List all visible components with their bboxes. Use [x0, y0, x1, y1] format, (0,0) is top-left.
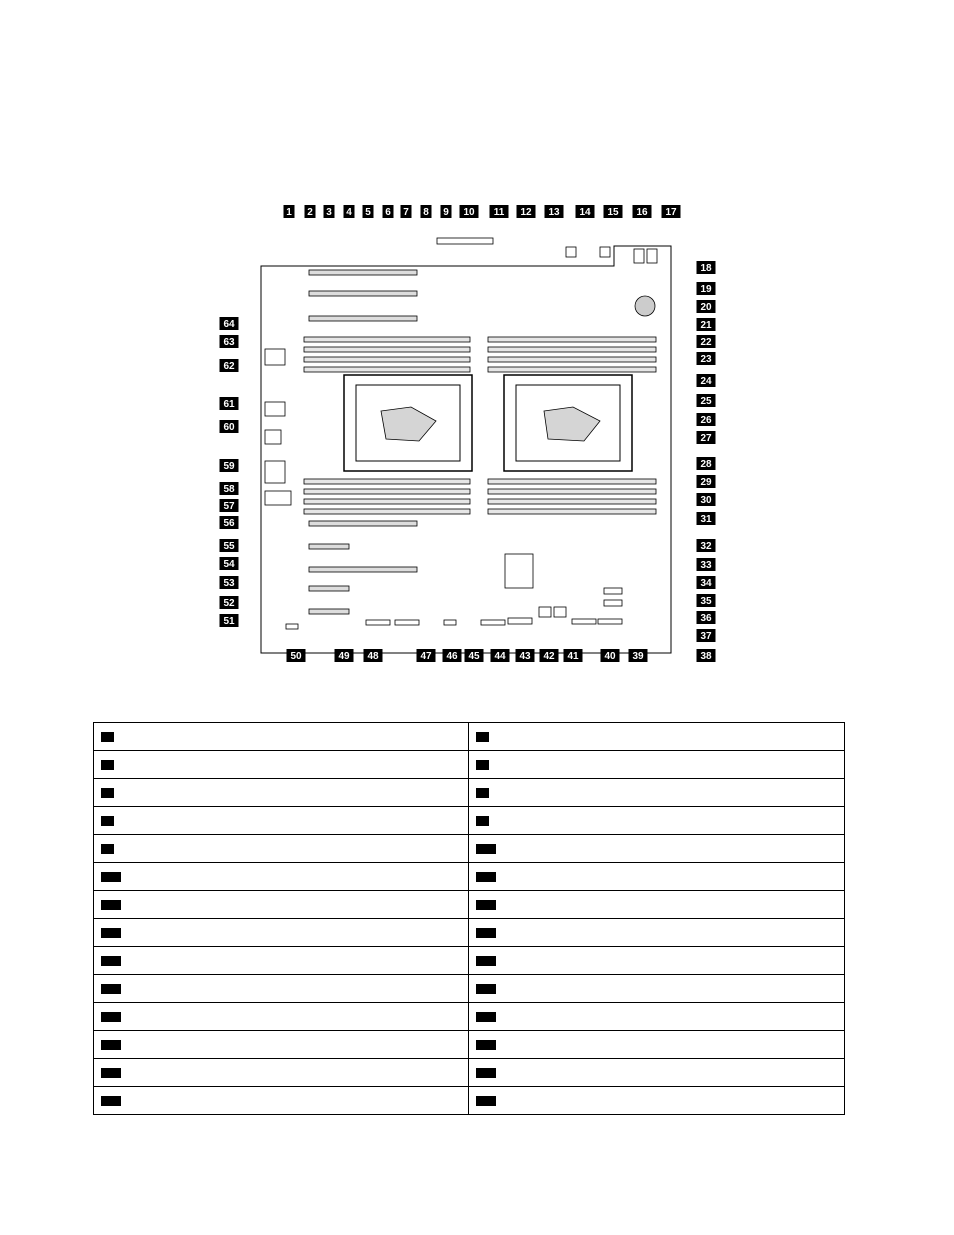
callout-50 — [287, 649, 306, 662]
callout-57 — [220, 499, 239, 512]
callout-1 — [284, 205, 295, 218]
callout-4 — [344, 205, 355, 218]
callout-16 — [633, 205, 652, 218]
callout-number: 11 — [493, 207, 505, 218]
legend-cell — [469, 1031, 845, 1059]
legend-cell — [469, 863, 845, 891]
callout-number: 21 — [700, 320, 712, 331]
callout-number: 32 — [700, 541, 712, 552]
legend-table — [93, 722, 845, 1115]
legend-number-badge: 2 — [476, 732, 489, 742]
top-connector — [600, 247, 610, 257]
callout-number: 33 — [700, 560, 712, 571]
callout-26 — [697, 413, 716, 426]
rear-io — [265, 349, 291, 505]
callout-62 — [220, 359, 239, 372]
callout-number: 1 — [286, 207, 292, 218]
callout-17 — [662, 205, 681, 218]
legend-number-badge: 10 — [476, 844, 496, 854]
callout-number: 36 — [700, 613, 712, 624]
callout-number: 38 — [700, 651, 712, 662]
callout-14 — [576, 205, 595, 218]
legend-cell — [469, 1059, 845, 1087]
legend-number-badge: 22 — [476, 1012, 496, 1022]
callout-number: 10 — [463, 207, 475, 218]
legend-row — [94, 779, 845, 807]
callout-number: 50 — [290, 651, 302, 662]
callout-9 — [441, 205, 452, 218]
callout-number: 22 — [700, 337, 712, 348]
legend-number-badge: 8 — [476, 816, 489, 826]
callout-12 — [517, 205, 536, 218]
top-connector — [566, 247, 576, 257]
callout-37 — [697, 629, 716, 642]
callout-number: 57 — [223, 501, 235, 512]
top-connector — [647, 249, 657, 263]
legend-row — [94, 835, 845, 863]
legend-cell — [469, 835, 845, 863]
dimm-bank-lower-left — [304, 479, 470, 514]
callout-41 — [564, 649, 583, 662]
callout-number: 62 — [223, 361, 235, 372]
legend-cell — [469, 751, 845, 779]
dimm-bank-lower-right — [488, 479, 656, 514]
callout-7 — [401, 205, 412, 218]
cmos-battery — [635, 296, 655, 316]
callout-30 — [697, 493, 716, 506]
callout-49 — [335, 649, 354, 662]
callout-2 — [305, 205, 316, 218]
callout-5 — [363, 205, 374, 218]
callout-number: 63 — [223, 337, 235, 348]
callout-36 — [697, 611, 716, 624]
legend-number-badge: 24 — [476, 1040, 496, 1050]
callout-61 — [220, 397, 239, 410]
callout-number: 16 — [636, 207, 648, 218]
callout-19 — [697, 282, 716, 295]
callout-31 — [697, 512, 716, 525]
legend-cell — [94, 723, 469, 751]
legend-row — [94, 891, 845, 919]
legend-cell — [94, 1031, 469, 1059]
legend-cell — [94, 919, 469, 947]
callout-number: 43 — [519, 651, 531, 662]
callout-23 — [697, 352, 716, 365]
callout-number: 9 — [443, 207, 449, 218]
callout-number: 27 — [700, 433, 712, 444]
callout-number: 13 — [548, 207, 560, 218]
callout-number: 48 — [367, 651, 379, 662]
callout-53 — [220, 576, 239, 589]
callout-number: 61 — [223, 399, 235, 410]
callout-number: 8 — [423, 207, 429, 218]
callout-layer — [220, 205, 716, 662]
legend-row — [94, 807, 845, 835]
callout-56 — [220, 516, 239, 529]
callout-40 — [601, 649, 620, 662]
callout-number: 45 — [468, 651, 480, 662]
callout-28 — [697, 457, 716, 470]
callout-13 — [545, 205, 564, 218]
legend-row — [94, 751, 845, 779]
legend-number-badge: 27 — [101, 1096, 121, 1106]
legend-cell — [469, 891, 845, 919]
legend-number-badge: 21 — [101, 1012, 121, 1022]
legend-number-badge: 25 — [101, 1068, 121, 1078]
callout-number: 19 — [700, 284, 712, 295]
legend-row — [94, 723, 845, 751]
callout-60 — [220, 420, 239, 433]
callout-39 — [629, 649, 648, 662]
legend-number-badge: 16 — [476, 928, 496, 938]
callout-number: 18 — [700, 263, 712, 274]
callout-number: 5 — [365, 207, 371, 218]
callout-number: 54 — [223, 559, 235, 570]
callout-number: 41 — [567, 651, 579, 662]
cpu-heatsink-right — [544, 407, 600, 441]
callout-number: 24 — [700, 376, 712, 387]
legend-cell — [469, 919, 845, 947]
callout-46 — [443, 649, 462, 662]
callout-number: 25 — [700, 396, 712, 407]
callout-47 — [417, 649, 436, 662]
callout-number: 3 — [326, 207, 332, 218]
legend-cell — [94, 1003, 469, 1031]
legend-number-badge: 13 — [101, 900, 121, 910]
callout-number: 30 — [700, 495, 712, 506]
callout-58 — [220, 482, 239, 495]
cpu-heatsink-left — [381, 407, 436, 441]
callout-number: 60 — [223, 422, 235, 433]
callout-number: 34 — [700, 578, 712, 589]
legend-number-badge: 19 — [101, 984, 121, 994]
top-connector — [634, 249, 644, 263]
callout-number: 42 — [543, 651, 555, 662]
callout-number: 6 — [385, 207, 391, 218]
callout-24 — [697, 374, 716, 387]
callout-15 — [604, 205, 623, 218]
callout-number: 37 — [700, 631, 712, 642]
callout-number: 20 — [700, 302, 712, 313]
callout-number: 39 — [632, 651, 644, 662]
legend-number-badge: 9 — [101, 844, 114, 854]
callout-number: 59 — [223, 461, 235, 472]
legend-number-badge: 15 — [101, 928, 121, 938]
callout-number: 40 — [604, 651, 616, 662]
legend-cell — [94, 1059, 469, 1087]
legend-cell — [94, 947, 469, 975]
legend-cell — [469, 779, 845, 807]
legend-cell — [94, 779, 469, 807]
callout-55 — [220, 539, 239, 552]
legend-row — [94, 975, 845, 1003]
legend-number-badge: 26 — [476, 1068, 496, 1078]
callout-38 — [697, 649, 716, 662]
callout-number: 55 — [223, 541, 235, 552]
callout-number: 14 — [579, 207, 591, 218]
legend-cell — [94, 975, 469, 1003]
legend-cell — [469, 1087, 845, 1115]
callout-number: 12 — [520, 207, 532, 218]
legend-cell — [94, 807, 469, 835]
callout-52 — [220, 596, 239, 609]
callout-21 — [697, 318, 716, 331]
callout-64 — [220, 317, 239, 330]
callout-29 — [697, 475, 716, 488]
callout-25 — [697, 394, 716, 407]
legend-cell — [469, 975, 845, 1003]
legend-number-badge: 6 — [476, 788, 489, 798]
callout-number: 26 — [700, 415, 712, 426]
dimm-bank-upper-left — [304, 337, 470, 372]
motherboard-illustration — [216, 199, 720, 668]
legend-number-badge: 20 — [476, 984, 496, 994]
callout-11 — [490, 205, 509, 218]
callout-51 — [220, 614, 239, 627]
callout-59 — [220, 459, 239, 472]
callout-number: 56 — [223, 518, 235, 529]
legend-cell — [94, 1087, 469, 1115]
callout-number: 15 — [607, 207, 619, 218]
callout-6 — [383, 205, 394, 218]
callout-63 — [220, 335, 239, 348]
motherboard-diagram — [216, 199, 720, 668]
legend-cell — [469, 807, 845, 835]
legend-number-badge: 12 — [476, 872, 496, 882]
legend-number-badge: 7 — [101, 816, 114, 826]
callout-44 — [491, 649, 510, 662]
legend-row — [94, 1003, 845, 1031]
callout-number: 46 — [446, 651, 458, 662]
callout-27 — [697, 431, 716, 444]
callout-22 — [697, 335, 716, 348]
legend-number-badge: 11 — [101, 872, 121, 882]
legend-number-badge: 18 — [476, 956, 496, 966]
callout-number: 17 — [665, 207, 677, 218]
callout-34 — [697, 576, 716, 589]
legend-cell — [94, 863, 469, 891]
legend-cell — [94, 891, 469, 919]
legend-cell — [469, 1003, 845, 1031]
callout-number: 53 — [223, 578, 235, 589]
legend-number-badge: 5 — [101, 788, 114, 798]
callout-number: 4 — [346, 207, 352, 218]
pcie-slots-bottom — [309, 521, 417, 614]
top-connector — [437, 238, 493, 244]
legend-row — [94, 947, 845, 975]
legend-number-badge: 4 — [476, 760, 489, 770]
legend-cell — [469, 723, 845, 751]
legend-number-badge: 17 — [101, 956, 121, 966]
legend-row — [94, 1031, 845, 1059]
callout-number: 51 — [223, 616, 235, 627]
callout-number: 7 — [403, 207, 409, 218]
callout-number: 28 — [700, 459, 712, 470]
legend-number-badge: 28 — [476, 1096, 496, 1106]
callout-33 — [697, 558, 716, 571]
callout-number: 44 — [494, 651, 506, 662]
legend-number-badge: 3 — [101, 760, 114, 770]
callout-10 — [460, 205, 479, 218]
callout-number: 49 — [338, 651, 350, 662]
callout-54 — [220, 557, 239, 570]
legend-row — [94, 919, 845, 947]
callout-43 — [516, 649, 535, 662]
callout-20 — [697, 300, 716, 313]
legend-row — [94, 1087, 845, 1115]
callout-number: 23 — [700, 354, 712, 365]
legend-row — [94, 863, 845, 891]
legend-body — [94, 723, 845, 1115]
legend-cell — [94, 751, 469, 779]
callout-number: 35 — [700, 596, 712, 607]
callout-42 — [540, 649, 559, 662]
legend-cell — [94, 835, 469, 863]
callout-number: 58 — [223, 484, 235, 495]
legend-number-badge: 1 — [101, 732, 114, 742]
legend-cell — [469, 947, 845, 975]
callout-number: 64 — [223, 319, 235, 330]
bottom-headers — [286, 588, 622, 629]
legend-row — [94, 1059, 845, 1087]
callout-number: 29 — [700, 477, 712, 488]
callout-number: 31 — [700, 514, 712, 525]
legend-number-badge: 23 — [101, 1040, 121, 1050]
callout-3 — [324, 205, 335, 218]
callout-number: 47 — [420, 651, 432, 662]
callout-45 — [465, 649, 484, 662]
callout-18 — [697, 261, 716, 274]
callout-number: 52 — [223, 598, 235, 609]
pcie-slots-top — [309, 270, 417, 321]
dimm-bank-upper-right — [488, 337, 656, 372]
chipset — [505, 554, 533, 588]
legend-number-badge: 14 — [476, 900, 496, 910]
callout-8 — [421, 205, 432, 218]
callout-48 — [364, 649, 383, 662]
callout-number: 2 — [307, 207, 313, 218]
callout-32 — [697, 539, 716, 552]
callout-35 — [697, 594, 716, 607]
